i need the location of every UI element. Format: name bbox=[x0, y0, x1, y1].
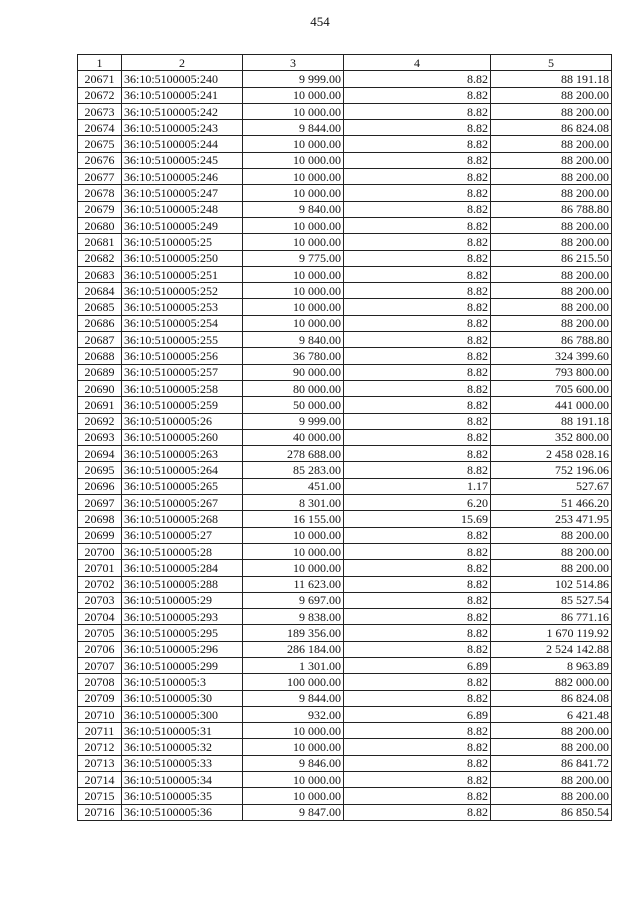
table-row bbox=[78, 315, 612, 331]
table-row bbox=[78, 397, 612, 413]
table-row bbox=[78, 723, 612, 739]
table-cell: 1.17 bbox=[344, 478, 491, 494]
page-number: 454 bbox=[310, 14, 330, 29]
table-row bbox=[78, 641, 612, 657]
table-cell: 88 200.00 bbox=[491, 234, 612, 250]
table-cell: 20693 bbox=[78, 429, 122, 445]
table-row bbox=[78, 169, 612, 185]
table-cell: 793 800.00 bbox=[491, 364, 612, 380]
table-row bbox=[78, 299, 612, 315]
table-cell: 102 514.86 bbox=[491, 576, 612, 592]
table-cell: 36:10:5100005:31 bbox=[122, 723, 243, 739]
table-cell: 20683 bbox=[78, 266, 122, 282]
table-cell: 36:10:5100005:253 bbox=[122, 299, 243, 315]
table-cell: 324 399.60 bbox=[491, 348, 612, 364]
table-cell: 8.82 bbox=[344, 364, 491, 380]
table-cell: 90 000.00 bbox=[243, 364, 344, 380]
table-cell: 8.82 bbox=[344, 380, 491, 396]
table-cell: 20709 bbox=[78, 690, 122, 706]
table-cell: 36:10:5100005:25 bbox=[122, 234, 243, 250]
table-cell: 20685 bbox=[78, 299, 122, 315]
table-cell: 10 000.00 bbox=[243, 136, 344, 152]
table-cell: 36:10:5100005:257 bbox=[122, 364, 243, 380]
table-cell: 36:10:5100005:259 bbox=[122, 397, 243, 413]
table-cell: 36:10:5100005:268 bbox=[122, 511, 243, 527]
table-cell: 1 301.00 bbox=[243, 657, 344, 673]
table-row bbox=[78, 201, 612, 217]
table-cell: 36:10:5100005:254 bbox=[122, 315, 243, 331]
table-cell: 36:10:5100005:3 bbox=[122, 674, 243, 690]
table-cell: 2 458 028.16 bbox=[491, 446, 612, 462]
table-cell: 6.89 bbox=[344, 657, 491, 673]
table-cell: 9 775.00 bbox=[243, 250, 344, 266]
table-cell: 88 200.00 bbox=[491, 283, 612, 299]
table-cell: 20671 bbox=[78, 71, 122, 87]
table-cell: 8.82 bbox=[344, 169, 491, 185]
table-cell: 36:10:5100005:242 bbox=[122, 103, 243, 119]
table-row bbox=[78, 495, 612, 511]
table-cell: 8.82 bbox=[344, 446, 491, 462]
column-header: 5 bbox=[491, 55, 612, 71]
table-cell: 36:10:5100005:32 bbox=[122, 739, 243, 755]
table-row bbox=[78, 478, 612, 494]
table-row bbox=[78, 788, 612, 804]
table-cell: 36:10:5100005:29 bbox=[122, 592, 243, 608]
table-cell: 8.82 bbox=[344, 71, 491, 87]
table-cell: 36:10:5100005:295 bbox=[122, 625, 243, 641]
table-cell: 9 846.00 bbox=[243, 755, 344, 771]
table-cell: 36:10:5100005:284 bbox=[122, 560, 243, 576]
table-cell: 10 000.00 bbox=[243, 169, 344, 185]
table-cell: 80 000.00 bbox=[243, 380, 344, 396]
table-row bbox=[78, 462, 612, 478]
table-cell: 8.82 bbox=[344, 234, 491, 250]
table-cell: 36:10:5100005:300 bbox=[122, 706, 243, 722]
table-cell: 20692 bbox=[78, 413, 122, 429]
table-cell: 88 200.00 bbox=[491, 152, 612, 168]
table-cell: 36:10:5100005:252 bbox=[122, 283, 243, 299]
table-cell: 1 670 119.92 bbox=[491, 625, 612, 641]
table-cell: 10 000.00 bbox=[243, 315, 344, 331]
table-cell: 20715 bbox=[78, 788, 122, 804]
table-cell: 8.82 bbox=[344, 641, 491, 657]
table-cell: 9 840.00 bbox=[243, 201, 344, 217]
table-cell: 6.20 bbox=[344, 495, 491, 511]
table-row bbox=[78, 332, 612, 348]
table-cell: 8.82 bbox=[344, 136, 491, 152]
table-cell: 16 155.00 bbox=[243, 511, 344, 527]
table-row bbox=[78, 234, 612, 250]
table-cell: 20695 bbox=[78, 462, 122, 478]
table-cell: 36:10:5100005:26 bbox=[122, 413, 243, 429]
table-cell: 20688 bbox=[78, 348, 122, 364]
table-row bbox=[78, 592, 612, 608]
table-cell: 20714 bbox=[78, 772, 122, 788]
table-cell: 6 421.48 bbox=[491, 706, 612, 722]
table-row bbox=[78, 772, 612, 788]
table-cell: 9 697.00 bbox=[243, 592, 344, 608]
table-cell: 86 841.72 bbox=[491, 755, 612, 771]
table-cell: 88 200.00 bbox=[491, 543, 612, 559]
table-cell: 20675 bbox=[78, 136, 122, 152]
table-cell: 86 824.08 bbox=[491, 690, 612, 706]
table-cell: 8.82 bbox=[344, 152, 491, 168]
table-cell: 36:10:5100005:258 bbox=[122, 380, 243, 396]
table-row bbox=[78, 625, 612, 641]
table-cell: 8.82 bbox=[344, 413, 491, 429]
table-cell: 10 000.00 bbox=[243, 788, 344, 804]
table-cell: 20710 bbox=[78, 706, 122, 722]
table-cell: 86 824.08 bbox=[491, 120, 612, 136]
column-header: 3 bbox=[243, 55, 344, 71]
table-cell: 36:10:5100005:245 bbox=[122, 152, 243, 168]
table-row bbox=[78, 136, 612, 152]
table-cell: 10 000.00 bbox=[243, 739, 344, 755]
table-cell: 85 283.00 bbox=[243, 462, 344, 478]
table-cell: 8.82 bbox=[344, 201, 491, 217]
table-cell: 8.82 bbox=[344, 690, 491, 706]
table-cell: 8.82 bbox=[344, 299, 491, 315]
table-cell: 36:10:5100005:27 bbox=[122, 527, 243, 543]
table-cell: 36:10:5100005:288 bbox=[122, 576, 243, 592]
table-cell: 20703 bbox=[78, 592, 122, 608]
table-cell: 8.82 bbox=[344, 103, 491, 119]
table-row bbox=[78, 511, 612, 527]
table-cell: 6.89 bbox=[344, 706, 491, 722]
table-row bbox=[78, 217, 612, 233]
table-cell: 20705 bbox=[78, 625, 122, 641]
table-cell: 10 000.00 bbox=[243, 299, 344, 315]
table-row bbox=[78, 266, 612, 282]
table-cell: 88 191.18 bbox=[491, 413, 612, 429]
table-cell: 88 200.00 bbox=[491, 217, 612, 233]
table-cell: 752 196.06 bbox=[491, 462, 612, 478]
table-cell: 8.82 bbox=[344, 397, 491, 413]
table-cell: 20702 bbox=[78, 576, 122, 592]
table-cell: 86 788.80 bbox=[491, 332, 612, 348]
table-cell: 36:10:5100005:263 bbox=[122, 446, 243, 462]
table-cell: 100 000.00 bbox=[243, 674, 344, 690]
table-cell: 9 847.00 bbox=[243, 804, 344, 820]
table-cell: 8.82 bbox=[344, 788, 491, 804]
table-cell: 88 200.00 bbox=[491, 169, 612, 185]
table-cell: 8.82 bbox=[344, 543, 491, 559]
table-cell: 8.82 bbox=[344, 120, 491, 136]
table-cell: 8.82 bbox=[344, 739, 491, 755]
table-cell: 36:10:5100005:299 bbox=[122, 657, 243, 673]
table-cell: 36:10:5100005:267 bbox=[122, 495, 243, 511]
table-cell: 932.00 bbox=[243, 706, 344, 722]
table-cell: 86 771.16 bbox=[491, 609, 612, 625]
table-cell: 8.82 bbox=[344, 755, 491, 771]
table-cell: 8.82 bbox=[344, 332, 491, 348]
table-cell: 8.82 bbox=[344, 348, 491, 364]
table-cell: 36:10:5100005:296 bbox=[122, 641, 243, 657]
table-cell: 20674 bbox=[78, 120, 122, 136]
table-cell: 9 999.00 bbox=[243, 413, 344, 429]
table-cell: 88 200.00 bbox=[491, 299, 612, 315]
table-row bbox=[78, 739, 612, 755]
table-cell: 20698 bbox=[78, 511, 122, 527]
table-cell: 36:10:5100005:264 bbox=[122, 462, 243, 478]
table-cell: 10 000.00 bbox=[243, 234, 344, 250]
table-cell: 20691 bbox=[78, 397, 122, 413]
table-cell: 85 527.54 bbox=[491, 592, 612, 608]
table-cell: 8.82 bbox=[344, 527, 491, 543]
table-cell: 88 200.00 bbox=[491, 185, 612, 201]
table-cell: 8.82 bbox=[344, 217, 491, 233]
table-cell: 50 000.00 bbox=[243, 397, 344, 413]
table-cell: 20708 bbox=[78, 674, 122, 690]
table-cell: 36:10:5100005:240 bbox=[122, 71, 243, 87]
table-cell: 36:10:5100005:293 bbox=[122, 609, 243, 625]
table-row bbox=[78, 543, 612, 559]
table-cell: 9 999.00 bbox=[243, 71, 344, 87]
table-cell: 8 301.00 bbox=[243, 495, 344, 511]
table-cell: 286 184.00 bbox=[243, 641, 344, 657]
table-cell: 278 688.00 bbox=[243, 446, 344, 462]
table-cell: 10 000.00 bbox=[243, 87, 344, 103]
table-cell: 88 200.00 bbox=[491, 772, 612, 788]
table-row bbox=[78, 71, 612, 87]
table-cell: 36 780.00 bbox=[243, 348, 344, 364]
table-cell: 36:10:5100005:35 bbox=[122, 788, 243, 804]
table-cell: 20697 bbox=[78, 495, 122, 511]
table-cell: 36:10:5100005:265 bbox=[122, 478, 243, 494]
table-row bbox=[78, 120, 612, 136]
table-cell: 51 466.20 bbox=[491, 495, 612, 511]
table-cell: 10 000.00 bbox=[243, 217, 344, 233]
table-row bbox=[78, 413, 612, 429]
table-row bbox=[78, 576, 612, 592]
table-row bbox=[78, 690, 612, 706]
table-cell: 8.82 bbox=[344, 674, 491, 690]
table-cell: 36:10:5100005:248 bbox=[122, 201, 243, 217]
table-cell: 8.82 bbox=[344, 315, 491, 331]
table-row bbox=[78, 250, 612, 266]
table-cell: 88 200.00 bbox=[491, 723, 612, 739]
table-cell: 36:10:5100005:260 bbox=[122, 429, 243, 445]
table-cell: 36:10:5100005:250 bbox=[122, 250, 243, 266]
table-cell: 8.82 bbox=[344, 804, 491, 820]
table-row bbox=[78, 152, 612, 168]
table-cell: 36:10:5100005:256 bbox=[122, 348, 243, 364]
table-cell: 20694 bbox=[78, 446, 122, 462]
table-cell: 86 850.54 bbox=[491, 804, 612, 820]
table-cell: 40 000.00 bbox=[243, 429, 344, 445]
table-cell: 88 200.00 bbox=[491, 788, 612, 804]
table-cell: 20711 bbox=[78, 723, 122, 739]
table-cell: 20673 bbox=[78, 103, 122, 119]
table-cell: 189 356.00 bbox=[243, 625, 344, 641]
table-cell: 10 000.00 bbox=[243, 283, 344, 299]
table-cell: 705 600.00 bbox=[491, 380, 612, 396]
table-cell: 20686 bbox=[78, 315, 122, 331]
table-row bbox=[78, 674, 612, 690]
table-cell: 8.82 bbox=[344, 429, 491, 445]
data-table bbox=[77, 54, 612, 821]
table-cell: 10 000.00 bbox=[243, 266, 344, 282]
table-cell: 8.82 bbox=[344, 576, 491, 592]
column-header: 4 bbox=[344, 55, 491, 71]
table-cell: 20713 bbox=[78, 755, 122, 771]
table-cell: 36:10:5100005:247 bbox=[122, 185, 243, 201]
table-cell: 10 000.00 bbox=[243, 527, 344, 543]
table-cell: 20696 bbox=[78, 478, 122, 494]
table-cell: 36:10:5100005:244 bbox=[122, 136, 243, 152]
table-cell: 20678 bbox=[78, 185, 122, 201]
table-cell: 36:10:5100005:33 bbox=[122, 755, 243, 771]
table-cell: 10 000.00 bbox=[243, 152, 344, 168]
table-cell: 20699 bbox=[78, 527, 122, 543]
table-row bbox=[78, 609, 612, 625]
table-cell: 86 788.80 bbox=[491, 201, 612, 217]
column-header: 2 bbox=[122, 55, 243, 71]
table-cell: 11 623.00 bbox=[243, 576, 344, 592]
table-cell: 20690 bbox=[78, 380, 122, 396]
table-cell: 441 000.00 bbox=[491, 397, 612, 413]
table-cell: 20701 bbox=[78, 560, 122, 576]
table-cell: 20680 bbox=[78, 217, 122, 233]
table-row bbox=[78, 804, 612, 820]
table-row bbox=[78, 657, 612, 673]
table-row bbox=[78, 283, 612, 299]
header-row bbox=[78, 55, 612, 71]
table-cell: 10 000.00 bbox=[243, 543, 344, 559]
table-cell: 36:10:5100005:30 bbox=[122, 690, 243, 706]
table-row bbox=[78, 364, 612, 380]
table-cell: 8.82 bbox=[344, 772, 491, 788]
table-cell: 88 200.00 bbox=[491, 266, 612, 282]
table-cell: 8.82 bbox=[344, 87, 491, 103]
table-cell: 10 000.00 bbox=[243, 103, 344, 119]
table-cell: 86 215.50 bbox=[491, 250, 612, 266]
table-cell: 36:10:5100005:251 bbox=[122, 266, 243, 282]
table-row bbox=[78, 706, 612, 722]
table-cell: 253 471.95 bbox=[491, 511, 612, 527]
table-row bbox=[78, 560, 612, 576]
table-cell: 15.69 bbox=[344, 511, 491, 527]
table-cell: 36:10:5100005:36 bbox=[122, 804, 243, 820]
table-cell: 20704 bbox=[78, 609, 122, 625]
table-cell: 527.67 bbox=[491, 478, 612, 494]
table-cell: 20682 bbox=[78, 250, 122, 266]
table-cell: 20689 bbox=[78, 364, 122, 380]
table-cell: 36:10:5100005:246 bbox=[122, 169, 243, 185]
table-cell: 88 200.00 bbox=[491, 560, 612, 576]
table-cell: 36:10:5100005:249 bbox=[122, 217, 243, 233]
table-cell: 8.82 bbox=[344, 185, 491, 201]
table-cell: 10 000.00 bbox=[243, 772, 344, 788]
table-cell: 88 200.00 bbox=[491, 315, 612, 331]
table-cell: 88 200.00 bbox=[491, 136, 612, 152]
table-cell: 20707 bbox=[78, 657, 122, 673]
table-cell: 9 844.00 bbox=[243, 120, 344, 136]
table-cell: 88 191.18 bbox=[491, 71, 612, 87]
table-cell: 20712 bbox=[78, 739, 122, 755]
table-row bbox=[78, 185, 612, 201]
table-cell: 20706 bbox=[78, 641, 122, 657]
column-header: 1 bbox=[78, 55, 122, 71]
table-cell: 36:10:5100005:255 bbox=[122, 332, 243, 348]
table-cell: 8.82 bbox=[344, 266, 491, 282]
table-cell: 20679 bbox=[78, 201, 122, 217]
table-cell: 8.82 bbox=[344, 609, 491, 625]
table-cell: 20716 bbox=[78, 804, 122, 820]
table-cell: 8.82 bbox=[344, 560, 491, 576]
table-cell: 2 524 142.88 bbox=[491, 641, 612, 657]
table-cell: 20684 bbox=[78, 283, 122, 299]
table-row bbox=[78, 429, 612, 445]
table-cell: 20672 bbox=[78, 87, 122, 103]
table-cell: 88 200.00 bbox=[491, 103, 612, 119]
table-cell: 20677 bbox=[78, 169, 122, 185]
table-cell: 9 838.00 bbox=[243, 609, 344, 625]
table-row bbox=[78, 446, 612, 462]
table-cell: 36:10:5100005:241 bbox=[122, 87, 243, 103]
table-cell: 88 200.00 bbox=[491, 87, 612, 103]
table-row bbox=[78, 103, 612, 119]
table-cell: 20687 bbox=[78, 332, 122, 348]
table-cell: 9 840.00 bbox=[243, 332, 344, 348]
table-cell: 352 800.00 bbox=[491, 429, 612, 445]
table-cell: 8.82 bbox=[344, 283, 491, 299]
table-cell: 88 200.00 bbox=[491, 739, 612, 755]
table-cell: 36:10:5100005:28 bbox=[122, 543, 243, 559]
table-cell: 451.00 bbox=[243, 478, 344, 494]
table-cell: 10 000.00 bbox=[243, 723, 344, 739]
table-row bbox=[78, 380, 612, 396]
table-cell: 10 000.00 bbox=[243, 185, 344, 201]
table-cell: 20681 bbox=[78, 234, 122, 250]
table-cell: 9 844.00 bbox=[243, 690, 344, 706]
table-cell: 88 200.00 bbox=[491, 527, 612, 543]
table-cell: 20676 bbox=[78, 152, 122, 168]
table-cell: 36:10:5100005:34 bbox=[122, 772, 243, 788]
table-cell: 8.82 bbox=[344, 592, 491, 608]
table-cell: 8.82 bbox=[344, 625, 491, 641]
table-cell: 8.82 bbox=[344, 462, 491, 478]
table-row bbox=[78, 348, 612, 364]
table-cell: 8.82 bbox=[344, 250, 491, 266]
table-cell: 36:10:5100005:243 bbox=[122, 120, 243, 136]
table-row bbox=[78, 755, 612, 771]
table-cell: 10 000.00 bbox=[243, 560, 344, 576]
table-cell: 20700 bbox=[78, 543, 122, 559]
table-cell: 8 963.89 bbox=[491, 657, 612, 673]
table-row bbox=[78, 87, 612, 103]
table-cell: 882 000.00 bbox=[491, 674, 612, 690]
table-row bbox=[78, 527, 612, 543]
table-cell: 8.82 bbox=[344, 723, 491, 739]
